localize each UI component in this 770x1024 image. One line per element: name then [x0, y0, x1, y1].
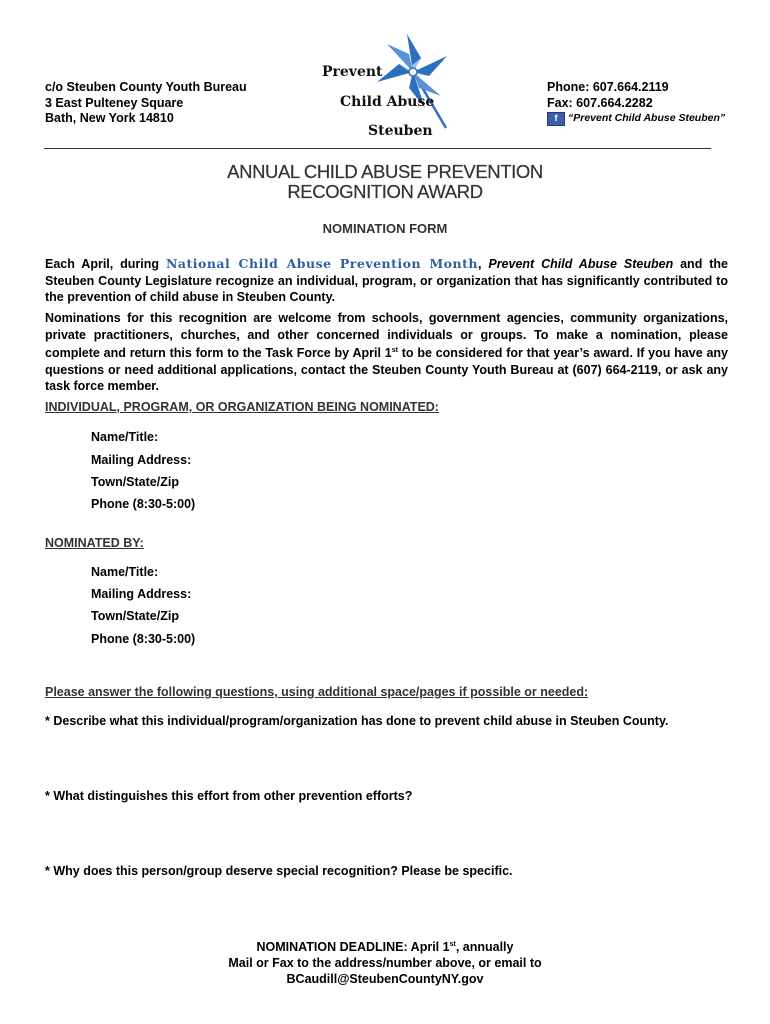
nominee-town-label: Town/State/Zip — [91, 475, 179, 489]
nominee-name-label: Name/Title: — [91, 430, 159, 444]
address-line: c/o Steuben County Youth Bureau — [45, 80, 247, 94]
address-line: 3 East Pulteney Square — [45, 95, 184, 110]
page-title-line2: RECOGNITION AWARD — [287, 181, 483, 202]
mail-instructions: Mail or Fax to the address/number above, or email to — [228, 956, 542, 971]
questions-heading: Please answer the following questions, using additional space/pages if possible or needed: — [45, 685, 589, 699]
contact-email: BCaudill@SteubenCountyNY.gov — [286, 972, 484, 987]
deadline-line — [0, 937, 770, 955]
intro-text: , — [477, 257, 489, 271]
intro-text: to be considered for that year’s award. If you have any questions or need additional applications, contact the Steuben County Youth Bureau at (607) 664-2119, or ask any task force member. — [45, 346, 728, 394]
logo-text-prevent: Prevent — [322, 64, 383, 80]
form-title: NOMINATION FORM — [322, 221, 448, 236]
header-divider — [44, 148, 711, 149]
nominator-phone-label: Phone (8:30-5:00) — [91, 632, 196, 646]
logo-text-child-abuse: Child Abuse — [340, 94, 435, 110]
question-2: * What distinguishes this effort from other prevention efforts? — [45, 789, 413, 803]
facebook-icon: f — [547, 112, 565, 126]
submission-footer — [0, 937, 770, 987]
intro-paragraph-1 — [45, 256, 728, 306]
awareness-month: National Child Abuse Prevention Month — [165, 256, 478, 271]
intro-text: and the Steuben County Legislature recognize an individual, program, or organization that has significantly contributed to the prevention of child abuse in Steuben County. — [45, 257, 728, 304]
nominator-town-label: Town/State/Zip — [91, 609, 179, 623]
nominator-name-label: Name/Title: — [91, 565, 159, 579]
intro-paragraph-2 — [45, 310, 728, 395]
organization-name: Prevent Child Abuse Steuben — [488, 257, 674, 271]
logo-text-steuben: Steuben — [368, 123, 433, 139]
deadline-text: , annually — [455, 940, 514, 955]
deadline-text: NOMINATION DEADLINE: April 1 — [256, 940, 450, 955]
ordinal-suffix: st — [391, 347, 398, 354]
intro-text: Each April, during — [45, 257, 166, 271]
question-1: * Describe what this individual/program/organization has done to prevent child abuse in Steuben County. — [45, 714, 669, 728]
nominator-address-label: Mailing Address: — [91, 587, 192, 601]
ordinal-suffix: st — [449, 941, 456, 948]
phone: Phone: 607.664.2119 — [547, 80, 669, 94]
facebook-line — [547, 111, 725, 127]
page-title-line1: ANNUAL CHILD ABUSE PREVENTION — [227, 161, 543, 182]
question-3: * Why does this person/group deserve special recognition? Please be specific. — [45, 864, 513, 878]
intro-text: Nominations for this recognition are welcome from schools, government agencies, community organizations, private practitioners, churches, and other concerned individuals or groups. To make a nomination, please complete and return this form to the Task Force by April 1 — [45, 311, 728, 361]
facebook-page-name: “Prevent Child Abuse Steuben” — [568, 112, 726, 124]
nominee-section-heading: INDIVIDUAL, PROGRAM, OR ORGANIZATION BEING NOMINATED: — [45, 400, 439, 414]
nominee-phone-label: Phone (8:30-5:00) — [91, 497, 196, 511]
fax: Fax: 607.664.2282 — [547, 95, 653, 110]
prevent-child-abuse-logo — [300, 30, 470, 145]
sender-address — [45, 80, 247, 127]
nominator-section-heading: NOMINATED BY: — [45, 536, 144, 550]
contact-info — [547, 80, 725, 127]
address-line: Bath, New York 14810 — [45, 111, 174, 125]
nominee-address-label: Mailing Address: — [91, 453, 192, 467]
